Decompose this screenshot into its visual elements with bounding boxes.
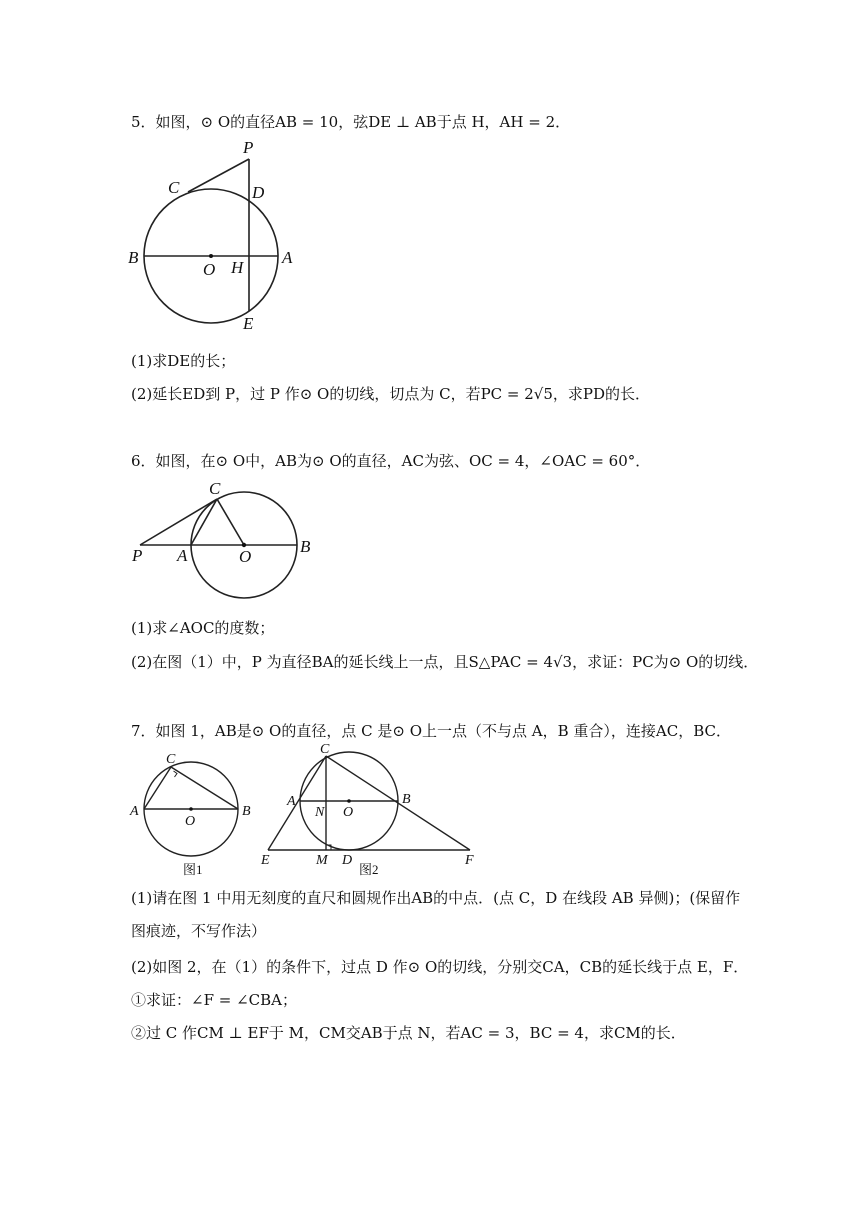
problem-5-q2: (2)延长ED到 P，过 P 作⊙ O的切线，切点为 C，若PC = 2√5，求PD的长．	[131, 385, 651, 403]
p5-label-a: A	[282, 248, 293, 267]
problem-5-stem: 5．如图，⊙ O的直径AB = 10，弦DE ⊥ AB于点 H，AH = 2．	[131, 113, 571, 131]
problem-7-stem: 7．如图 1，AB是⊙ O的直径，点 C 是⊙ O上一点（不与点 A，B 重合），连接AC，BC．	[131, 722, 731, 740]
p7f1-caption: 图1	[183, 862, 203, 877]
problem-7-q2-2: ②过 C 作CM ⊥ EF于 M，CM交AB于点 N，若AC = 3，BC = 4，求CM的长．	[131, 1024, 686, 1042]
problem-6-stem: 6．如图，在⊙ O中，AB为⊙ O的直径，AC为弦、OC = 4，∠OAC = 60°．	[131, 452, 651, 470]
problem-7-q2: (2)如图 2，在（1）的条件下，过点 D 作⊙ O的切线，分别交CA，CB的延长线于点 E，F．	[131, 958, 749, 976]
p7f2-label-f: F	[465, 853, 474, 868]
p7f1-label-a: A	[130, 804, 139, 819]
problem-7-q1-line1: (1)请在图 1 中用无刻度的直尺和圆规作出AB的中点．(点 C，D 在线段 AB 异侧)；(保留作	[131, 889, 741, 907]
p7f2-center-dot	[347, 799, 351, 803]
problem-7-q2-1: ①求证：∠F = ∠CBA；	[131, 991, 297, 1009]
p6-label-a: A	[177, 546, 188, 565]
problem-5-q1: (1)求DE的长；	[131, 352, 236, 370]
problem-7-q1-line2: 图痕迹，不写作法）	[131, 922, 267, 940]
p5-label-h: H	[231, 258, 244, 277]
p6-label-b: B	[300, 537, 311, 556]
p5-label-p: P	[243, 138, 254, 157]
p7f2-label-m: M	[316, 853, 328, 868]
p7f2-line-ce	[268, 756, 326, 850]
p7f1-label-c: C	[166, 752, 176, 767]
p7f2-label-n: N	[315, 805, 325, 820]
problem-6-q1: (1)求∠AOC的度数；	[131, 619, 275, 637]
p7f2-label-c: C	[320, 742, 330, 757]
p7f2-label-a: A	[287, 794, 296, 809]
p7f2-label-e: E	[261, 853, 270, 868]
p5-label-c: C	[168, 178, 180, 197]
p7f1-label-b: B	[242, 804, 251, 819]
p6-label-c: C	[209, 479, 221, 498]
p5-label-o: O	[203, 260, 216, 279]
p5-label-b: B	[128, 248, 139, 267]
p7f2-label-o: O	[343, 805, 354, 820]
p7f2-caption: 图2	[359, 862, 379, 877]
p7f2-line-cf	[326, 756, 470, 850]
p6-label-o: O	[239, 547, 252, 566]
p7f2-label-d: D	[342, 853, 353, 868]
problem-6-q2: (2)在图（1）中，P 为直径BA的延长线上一点，且S△PAC = 4√3，求证：PC为⊙ O的切线．	[131, 653, 759, 671]
p7f1-label-o: O	[185, 814, 196, 829]
p5-label-e: E	[243, 314, 254, 333]
p5-label-d: D	[252, 183, 265, 202]
p6-label-p: P	[132, 546, 143, 565]
p7f2-label-b: B	[402, 792, 411, 807]
